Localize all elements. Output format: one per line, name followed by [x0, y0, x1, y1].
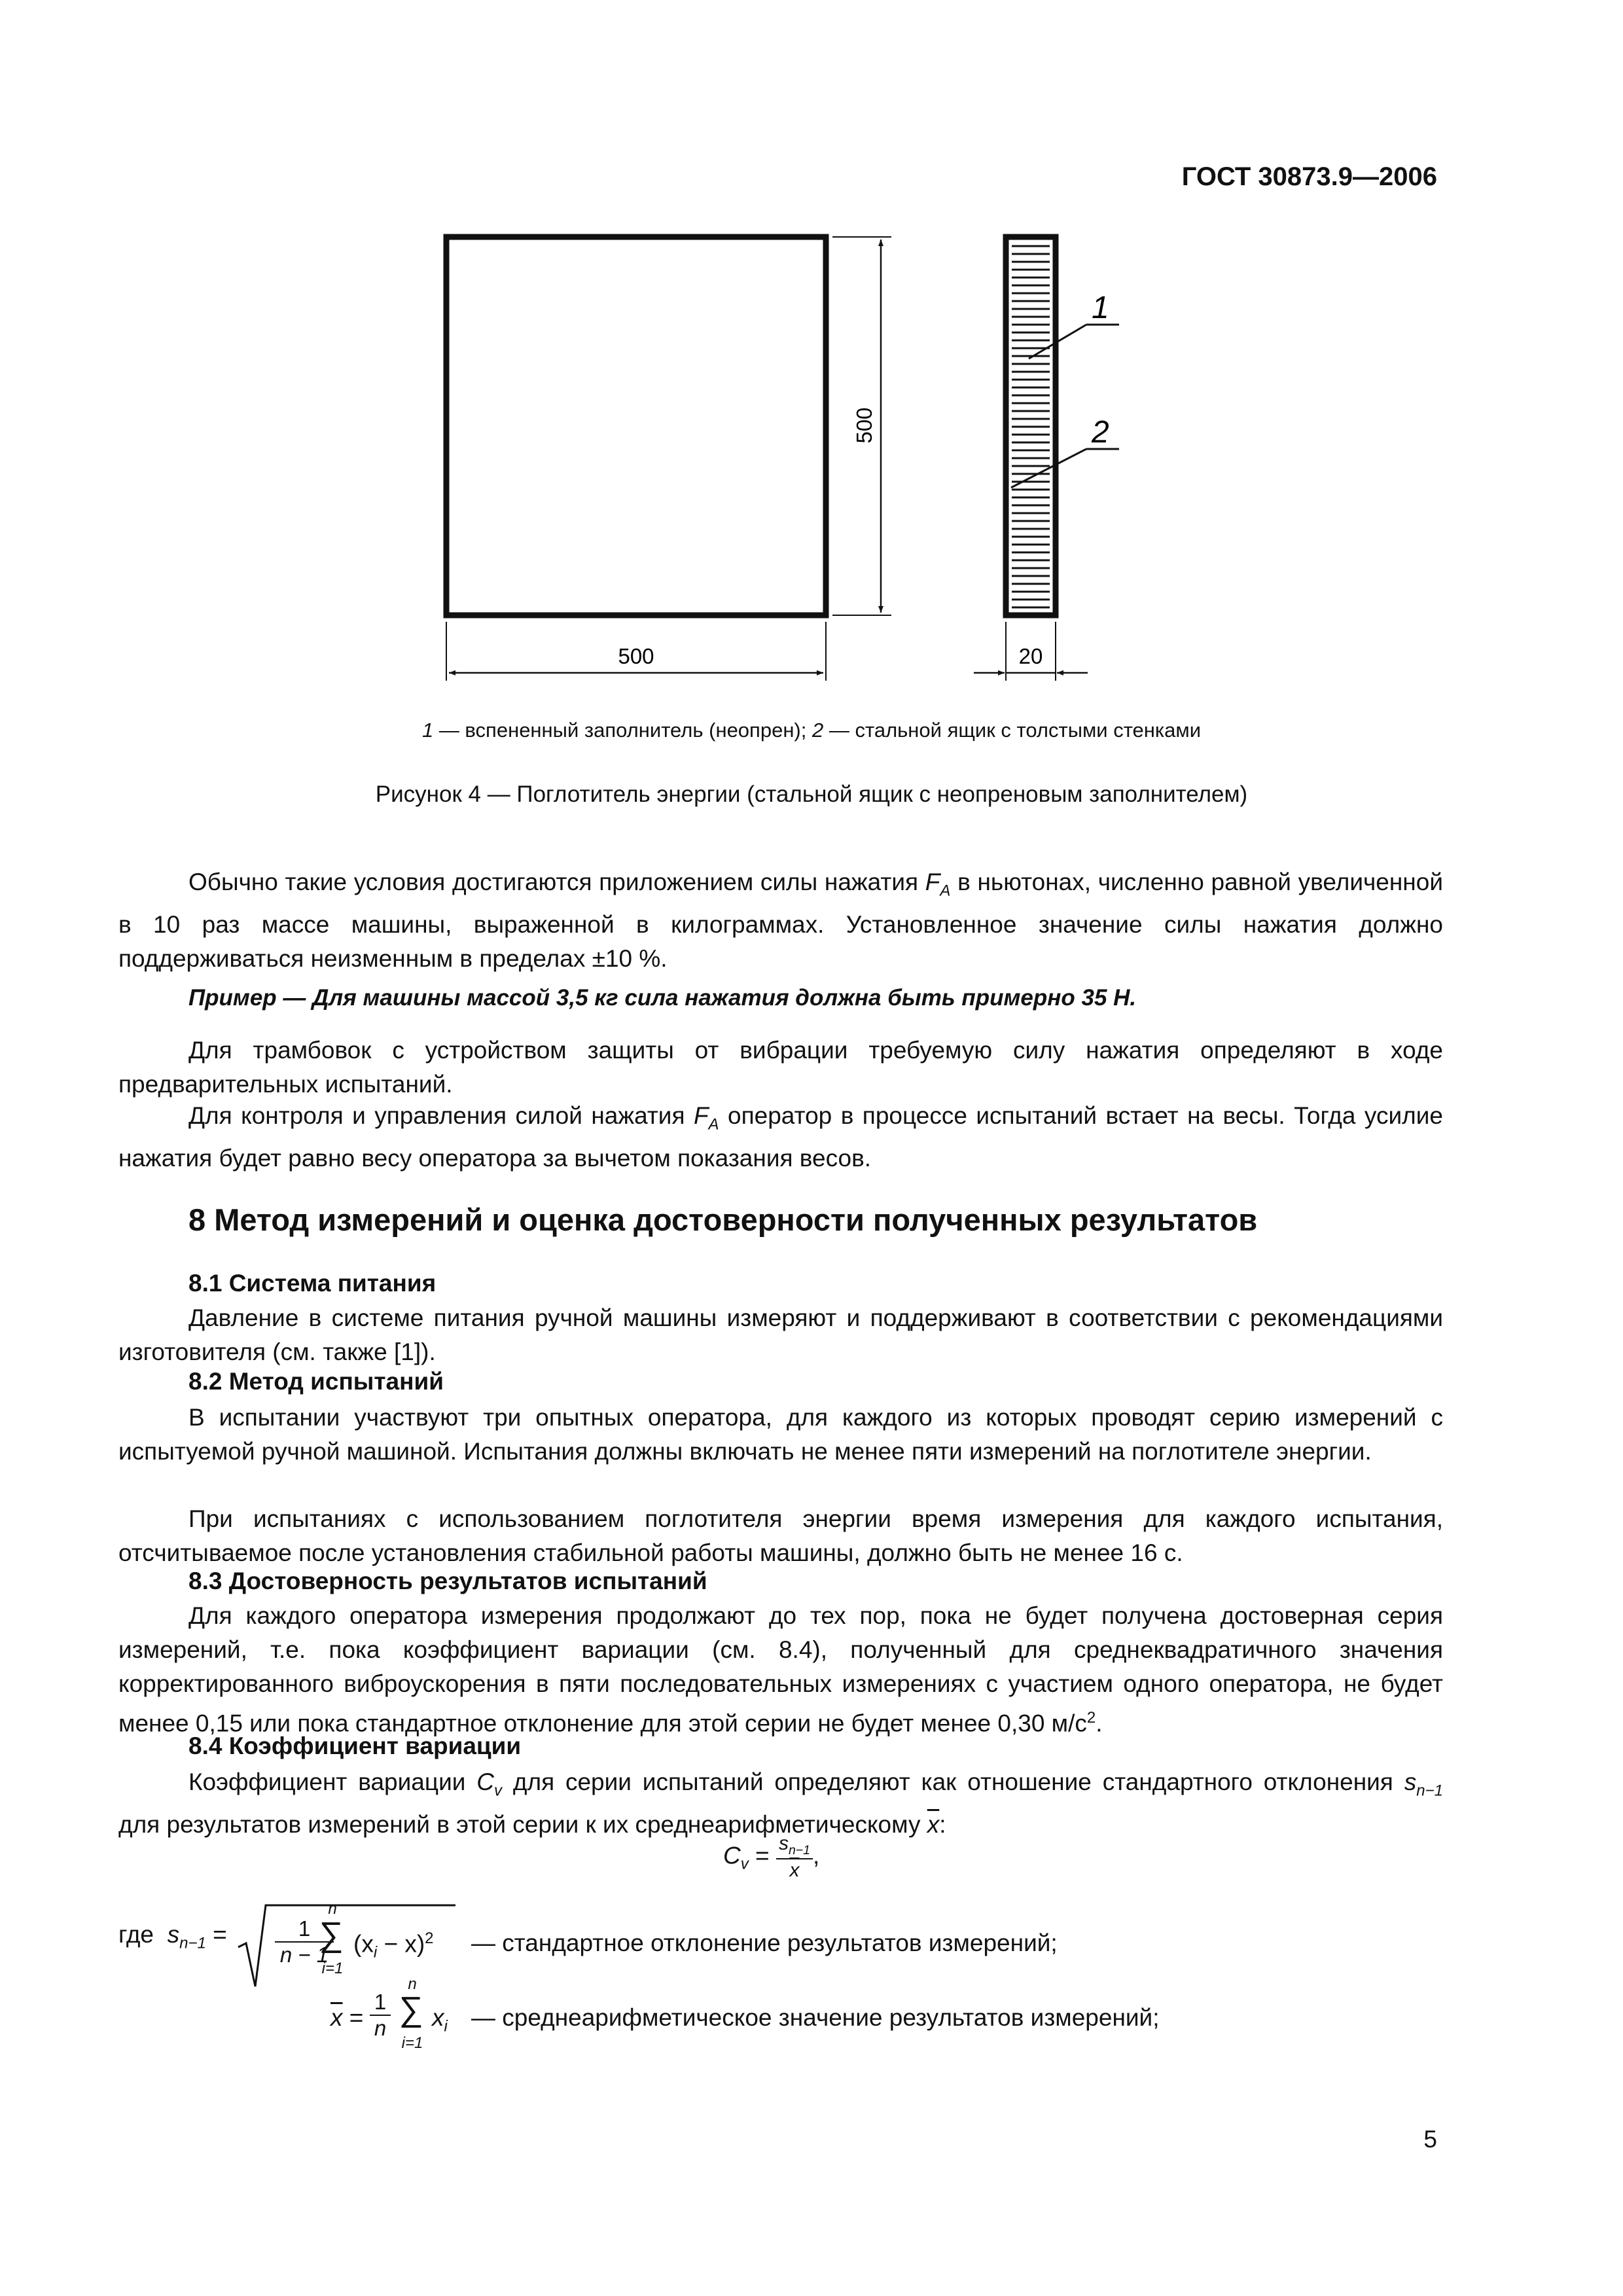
front-view-square — [446, 237, 826, 615]
figure-caption: Рисунок 4 — Поглотитель энергии (стальной ящик с неопреновым заполнителем) — [375, 781, 1248, 807]
subsection-8-4-title: 8.4 Коэффициент вариации — [188, 1732, 522, 1759]
sum-sign-1: ∑ — [319, 1916, 344, 1954]
fraction-one-over-n: 1 n — [370, 1990, 391, 2041]
formula-mean-body: $x_i$ — [432, 2004, 448, 2036]
legend-num-2: 2 — [812, 719, 824, 742]
sum-lower-2: i=1 — [401, 2034, 423, 2052]
subsection-8-2-text-1: В испытании участвуют три опытных оператора, для каждого из которых проводят серию измерений с испытуемой ручной машиной. Испытания должны включать не менее пяти измерений на поглотителе энергии. — [118, 1404, 1443, 1465]
sum-sign-2: ∑ — [399, 1990, 423, 2028]
subsection-8-1-text: Давление в системе питания ручной машины измеряют и поддерживают в соответствии с рекомендациями изготовителя (см. также [1]). — [118, 1304, 1443, 1365]
legend-text-2: — стальной ящик с толстыми стенками — [823, 719, 1202, 742]
dimension-label-thickness: 20 — [1018, 644, 1043, 668]
subsection-8-2-title: 8.2 Метод испытаний — [188, 1368, 444, 1395]
sum-lower-1: i=1 — [321, 1960, 344, 1977]
formula-s-body: $(x_i - x)^2$ — [353, 1929, 434, 1962]
formula-coefficient-of-variation: $C_v$ = $\frac{s_{n-1}}{x}$ , — [723, 1833, 820, 1881]
figure-energy-absorber — [0, 0, 1623, 720]
document-header: ГОСТ 30873.9—2006 — [1181, 162, 1437, 191]
fraction-one-over-n-1: 1 n − 1 — [275, 1916, 334, 1967]
formula-standard-deviation: где $s_{n-1}$ = — [118, 1921, 227, 1952]
dimension-label-height: 500 — [852, 407, 876, 444]
paragraph-control-force: Для контроля и управления силой нажатия $F_A$ оператор в процессе испытаний встает на весы. Тогда усилие нажатия будет равно весу оператора за вычетом показания весов. — [118, 1102, 1443, 1172]
subsection-8-3-text: Для каждого оператора измерения продолжают до тех пор, пока не будет получена достоверная серия измерений, т.е. пока коэффициент вариации (см. 8.4), полученный для среднеквадратичного значения корректированного виброускорения в пяти последовательных измерениях с участием одного оператора, не будет менее 0,15 или пока стандартное отклонение для этой серии не будет менее 0,30 $м/с^2$. — [118, 1602, 1443, 1737]
sum-upper-1: n — [328, 1900, 337, 1918]
example-note: Пример — Для машины массой 3,5 кг сила нажатия должна быть примерно 35 Н. — [188, 985, 1137, 1011]
callout-1: 1 — [1092, 291, 1109, 325]
subsection-8-2-text-2: При испытаниях с использованием поглотителя энергии время измерения для каждого испытания, отсчитываемое после установления стабильной работы машины, должно быть не менее 16 с. — [118, 1505, 1443, 1566]
dimension-label-width: 500 — [618, 644, 654, 668]
formula-mean-description: — среднеарифметическое значение результатов измерений; — [471, 2004, 1160, 2031]
subsection-8-4-text: Коэффициент вариации $C_v$ для серии испытаний определяют как отношение стандартного отклонения $s_{n-1}$ для результатов измерений в этой серии к их среднеарифметическому $\overline{x}$: — [118, 1768, 1443, 1839]
formula-mean-lhs: $\overline{x}$ = — [330, 2004, 364, 2031]
callout-2: 2 — [1092, 415, 1109, 450]
legend-text-1: — вспененный заполнитель (неопрен); — [433, 719, 812, 742]
neoprene-hatching — [1012, 246, 1050, 607]
paragraph-rammers: Для трамбовок с устройством защиты от вибрации требуемую силу нажатия определяют в ходе предварительных испытаний. — [118, 1037, 1443, 1098]
legend-num-1: 1 — [421, 719, 434, 742]
subsection-8-3-title: 8.3 Достоверность результатов испытаний — [188, 1568, 707, 1594]
page-number: 5 — [1423, 2126, 1437, 2153]
figure-legend — [0, 719, 1623, 742]
sum-upper-2: n — [408, 1975, 417, 1993]
section-8-title: 8 Метод измерений и оценка достоверности полученных результатов — [188, 1202, 1258, 1237]
formula-s-description: — стандартное отклонение результатов измерений; — [471, 1929, 1058, 1956]
subsection-8-1-title: 8.1 Система питания — [188, 1270, 437, 1297]
paragraph-force-conditions: Обычно такие условия достигаются приложением силы нажатия $F_A$ в ньютонах, численно равной увеличенной в 10 раз массе машины, выраженной в килограммах. Установленное значение силы нажатия должно поддерживаться неизменным в пределах ±10 %. — [118, 869, 1443, 973]
